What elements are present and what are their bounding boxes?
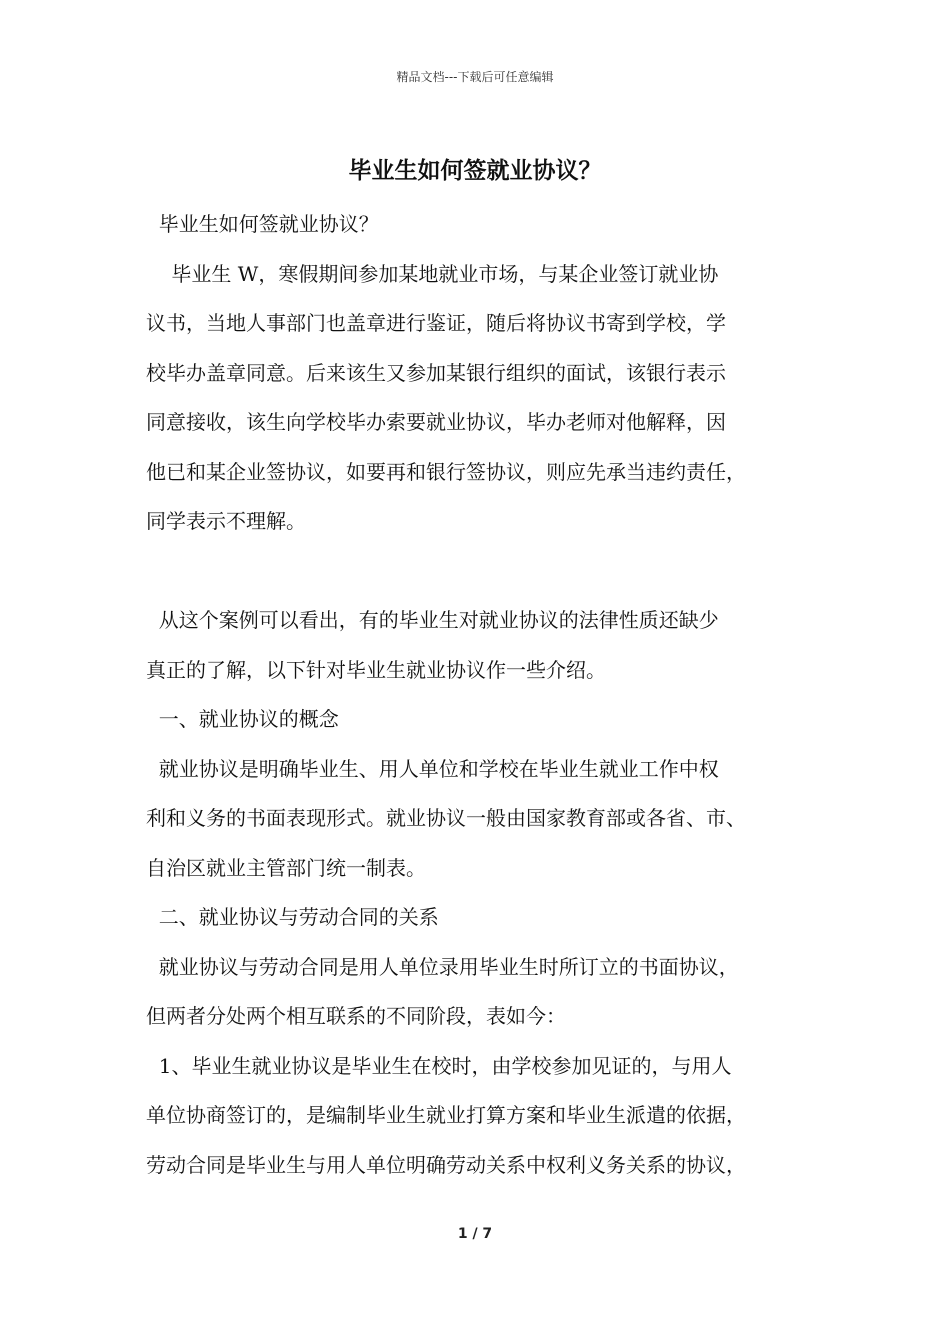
paragraph-line: 真正的了解，以下针对毕业生就业协议作一些介绍。 bbox=[146, 657, 606, 682]
paragraph-line: 但两者分处两个相互联系的不同阶段，表如今： bbox=[146, 1004, 566, 1028]
paragraph-line: 毕业生 W，寒假期间参加某地就业市场，与某企业签订就业协 bbox=[146, 261, 719, 286]
paragraph-gap bbox=[146, 547, 836, 597]
paragraph-line: 1、毕业生就业协议是毕业生在校时，由学校参加见证的，与用人 bbox=[146, 1053, 732, 1078]
paragraph-line: 同意接收，该生向学校毕办索要就业协议，毕办老师对他解释，因 bbox=[146, 410, 726, 434]
section-heading: 一、就业协议的概念 bbox=[146, 707, 339, 731]
paragraph-line: 毕业生如何签就业协议？ bbox=[146, 212, 379, 236]
paragraph-line: 就业协议是明确毕业生、用人单位和学校在毕业生就业工作中权 bbox=[146, 756, 719, 781]
paragraph-line: 议书，当地人事部门也盖章进行鉴证，随后将协议书寄到学校，学 bbox=[146, 311, 726, 335]
document-body bbox=[146, 200, 836, 1190]
page-number: 1 / 7 bbox=[457, 1226, 493, 1242]
paragraph-line: 利和义务的书面表现形式。就业协议一般由国家教育部或各省、市、 bbox=[146, 806, 746, 830]
section-heading: 二、就业协议与劳动合同的关系 bbox=[146, 905, 439, 929]
paragraph-line: 单位协商签订的，是编制毕业生就业打算方案和毕业生派遣的依据， bbox=[146, 1103, 746, 1127]
paragraph-line: 他已和某企业签协议，如要再和银行签协议，则应先承当违约责任， bbox=[146, 459, 746, 484]
paragraph-line: 自治区就业主管部门统一制表。 bbox=[146, 855, 426, 880]
paragraph-line: 就业协议与劳动合同是用人单位录用毕业生时所订立的书面协议， bbox=[146, 954, 739, 979]
document-title: 毕业生如何签就业协议？ bbox=[348, 157, 602, 184]
header-note: 精品文档---下载后可任意编辑 bbox=[396, 70, 554, 84]
paragraph-line: 劳动合同是毕业生与用人单位明确劳动关系中权利义务关系的协议， bbox=[146, 1152, 746, 1177]
paragraph-line: 校毕办盖章同意。后来该生又参加某银行组织的面试，该银行表示 bbox=[146, 360, 726, 385]
paragraph-line: 同学表示不理解。 bbox=[146, 509, 306, 533]
paragraph-line: 从这个案例可以看出，有的毕业生对就业协议的法律性质还缺少 bbox=[146, 608, 719, 632]
